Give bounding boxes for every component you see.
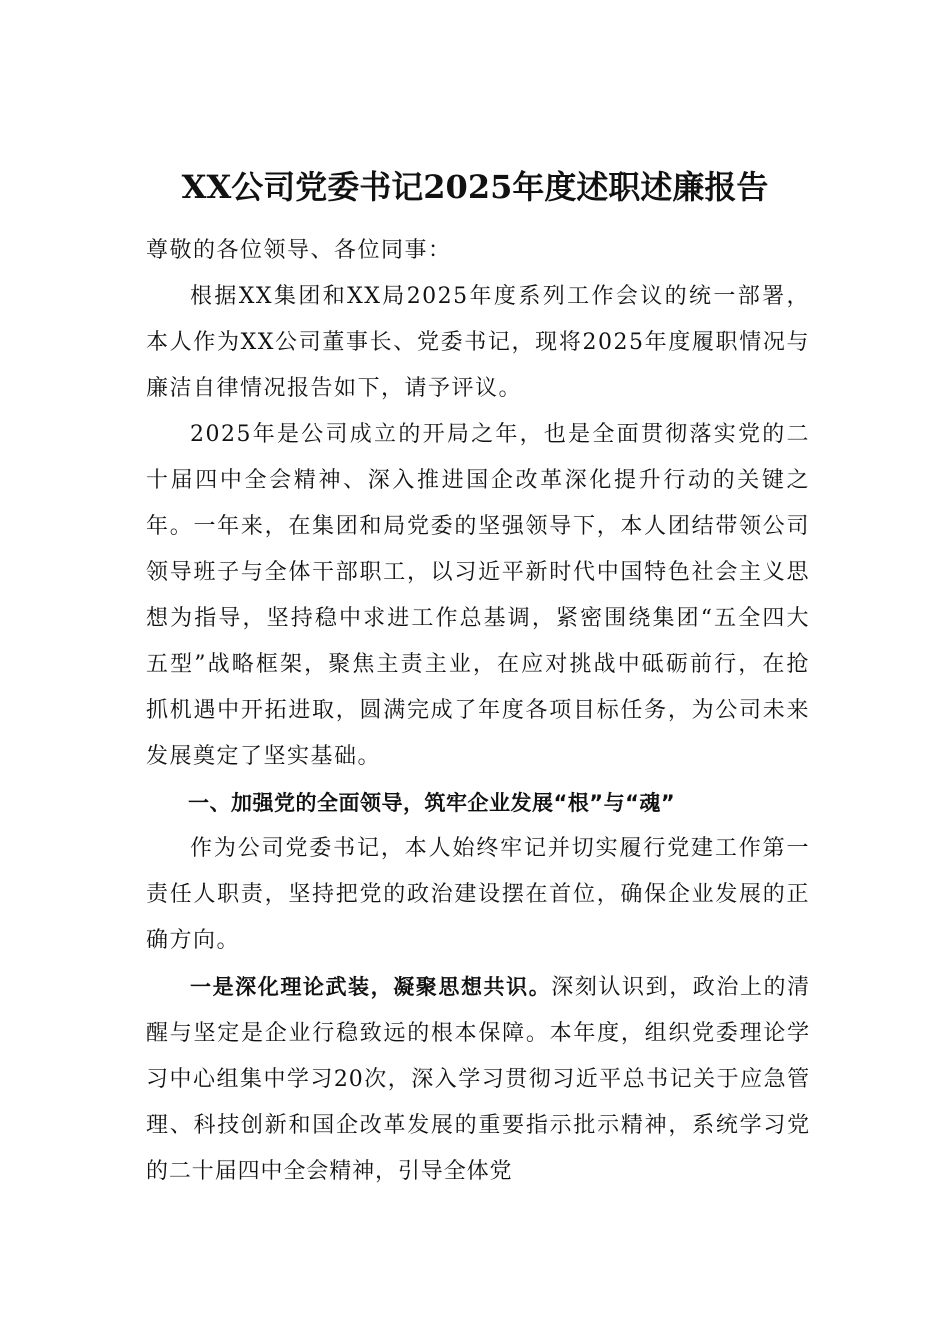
document-title: XX公司党委书记2025年度述职述廉报告 <box>181 168 769 206</box>
paragraph-deployment: 根据XX集团和XX局2025年度系列工作会议的统一部署，本人作为XX公司董事长、党委书记，现将2025年度履职情况与廉洁自律情况报告如下，请予评议。 <box>146 284 810 401</box>
document-body <box>146 228 810 1195</box>
paragraph-theory-study <box>146 964 810 1195</box>
section-heading-party-leadership: 一、加强党的全面领导，筑牢企业发展“根”与“魂” <box>188 791 676 815</box>
salutation: 尊敬的各位领导、各位同事： <box>146 238 452 263</box>
item-lead-theory: 一是深化理论武装，凝聚思想共识。 <box>190 975 552 999</box>
paragraph-party-secretary-duty: 作为公司党委书记，本人始终牢记并切实履行党建工作第一责任人职责，坚持把党的政治建设摆在首位，确保企业发展的正确方向。 <box>146 836 810 953</box>
item-text-theory: 深刻认识到，政治上的清醒与坚定是企业行稳致远的根本保障。本年度，组织党委理论学习中心组集中学习20次，深入学习贯彻习近平总书记关于应急管理、科技创新和国企改革发展的重要指示批示精神，系统学习党的二十届四中全会精神，引导全体党 <box>146 975 811 1184</box>
paragraph-overview: 2025年是公司成立的开局之年，也是全面贯彻落实党的二十届四中全会精神、深入推进国企改革深化提升行动的关键之年。一年来，在集团和局党委的坚强领导下，本人团结带领公司领导班子与全体干部职工，以习近平新时代中国特色社会主义思想为指导，坚持稳中求进工作总基调，紧密围绕集团“五全四大五型”战略框架，聚焦主责主业，在应对挑战中砥砺前行，在抢抓机遇中开拓进取，圆满完成了年度各项目标任务，为公司未来发展奠定了坚实基础。 <box>146 422 810 769</box>
